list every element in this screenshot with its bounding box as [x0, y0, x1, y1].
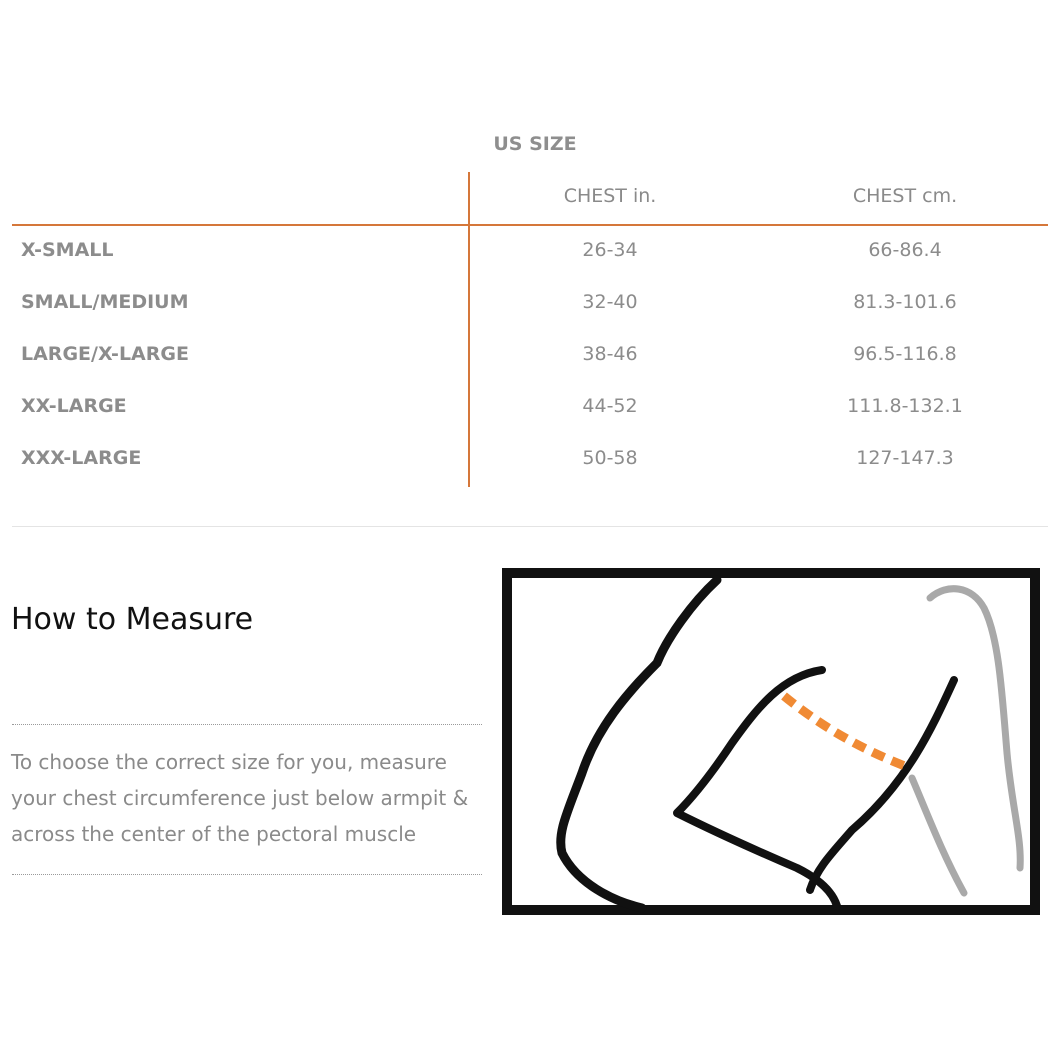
size-row-xx-large: [0, 395, 1048, 425]
chest-in-value: 32-40: [582, 291, 638, 313]
chest-cm-value: 111.8-132.1: [847, 395, 963, 417]
side-outline: [912, 778, 964, 893]
instruction-line: across the center of the pectoral muscle: [11, 822, 417, 846]
chest-cm-value: 81.3-101.6: [853, 291, 957, 313]
dotted-divider-bottom: [12, 874, 482, 875]
size-label: X-SMALL: [21, 239, 114, 261]
chest-in-value: 44-52: [582, 395, 638, 417]
chest-in-value: 50-58: [582, 447, 638, 469]
size-label: XXX-LARGE: [21, 447, 142, 469]
chest-outline: [810, 680, 954, 890]
measurement-line: [784, 696, 910, 768]
how-to-measure-title: How to Measure: [11, 602, 254, 637]
size-label: XX-LARGE: [21, 395, 127, 417]
size-row-small-medium: [0, 291, 1048, 321]
back-outline: [930, 589, 1020, 868]
shoulder-outline: [561, 580, 717, 908]
chest-in-value: 26-34: [582, 239, 638, 261]
section-divider: [12, 526, 1048, 527]
header-divider: [12, 224, 1048, 226]
chest-cm-value: 127-147.3: [856, 447, 954, 469]
column-divider: [468, 172, 470, 487]
chest-cm-value: 96.5-116.8: [853, 343, 957, 365]
chest-cm-value: 66-86.4: [868, 239, 942, 261]
dotted-divider-top: [12, 724, 482, 725]
size-label: SMALL/MEDIUM: [21, 291, 189, 313]
size-row-large-x-large: [0, 343, 1048, 373]
size-chart: [0, 0, 1048, 500]
instruction-line: To choose the correct size for you, measure: [11, 750, 447, 774]
armpit-outline: [677, 670, 837, 906]
size-row-xxx-large: [0, 447, 1048, 477]
size-label: LARGE/X-LARGE: [21, 343, 189, 365]
chest-cm-header: CHEST cm.: [852, 185, 958, 207]
instruction-line: your chest circumference just below armpit &: [11, 786, 469, 810]
us-size-header: US SIZE: [493, 133, 577, 155]
chest-in-header: CHEST in.: [563, 185, 657, 207]
chest-measurement-diagram-icon: [502, 568, 1040, 915]
chest-in-value: 38-46: [582, 343, 638, 365]
size-row-x-small: [0, 239, 1048, 269]
how-to-measure-text: [11, 744, 491, 852]
